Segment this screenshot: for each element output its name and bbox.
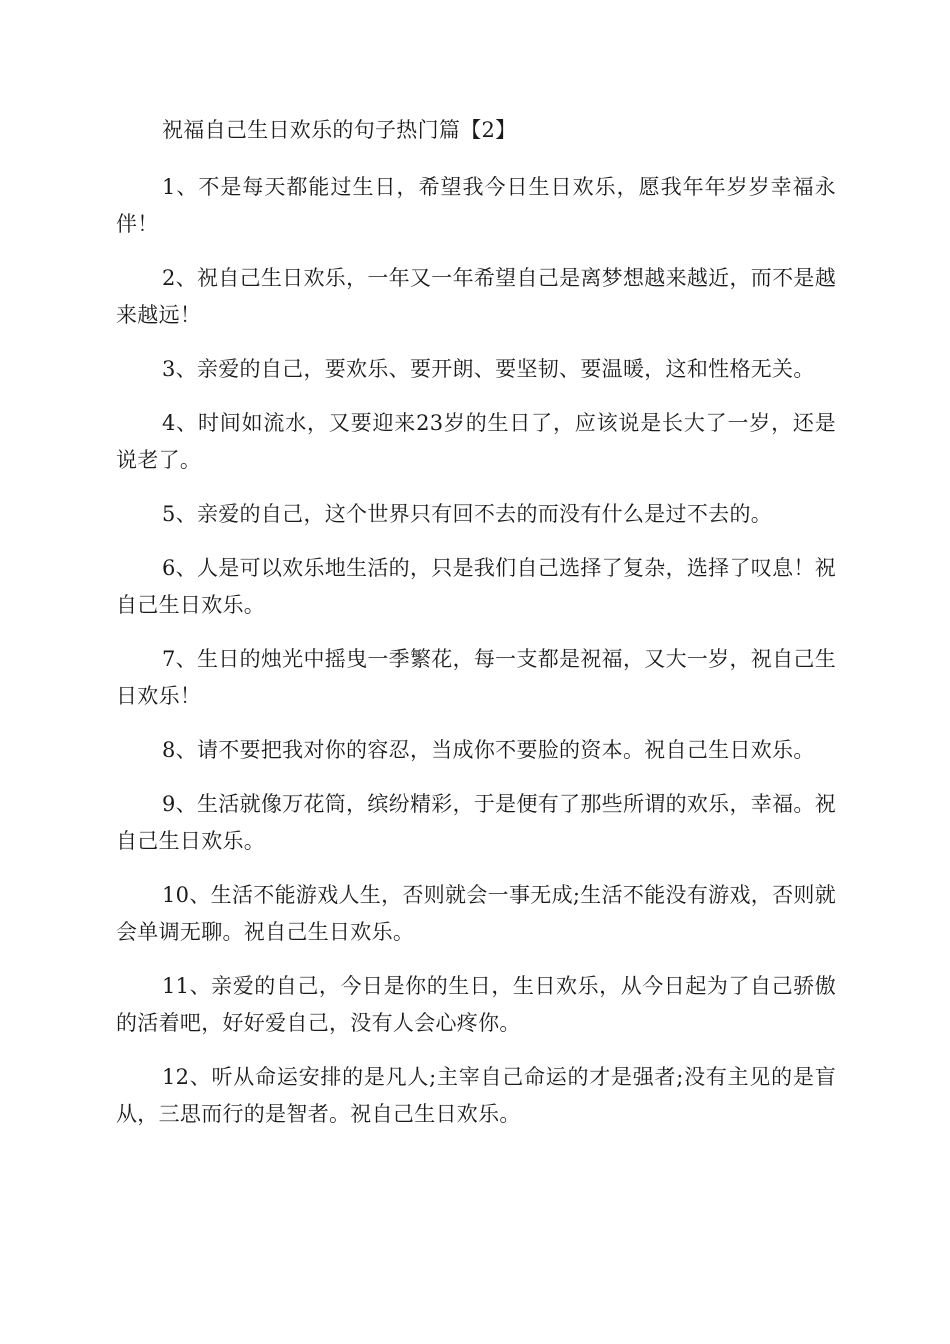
paragraph-5: 5、亲爱的自己，这个世界只有回不去的而没有什么是过不去的。 [162,502,773,526]
paragraph-3: 3、亲爱的自己，要欢乐、要开朗、要坚韧、要温暖，这和性格无关。 [162,357,815,381]
paragraph-1: 1、不是每天都能过生日，希望我今日生日欢乐，愿我年年岁岁幸福永伴！ [116,175,836,236]
document-heading: 祝福自己生日欢乐的句子热门篇【2】 [162,118,517,142]
document-body [116,112,836,1150]
paragraph-8: 8、请不要把我对你的容忍，当成你不要脸的资本。祝自己生日欢乐。 [162,738,815,762]
paragraph-10: 10、生活不能游戏人生，否则就会一事无成;生活不能没有游戏，否则就会单调无聊。祝自己生日欢乐。 [116,883,836,944]
paragraph-2: 2、祝自己生日欢乐，一年又一年希望自己是离梦想越来越近，而不是越来越远！ [116,266,836,327]
paragraph-11: 11、亲爱的自己，今日是你的生日，生日欢乐，从今日起为了自己骄傲的活着吧，好好爱自己，没有人会心疼你。 [116,974,836,1035]
paragraph-6: 6、人是可以欢乐地生活的，只是我们自己选择了复杂，选择了叹息！祝自己生日欢乐。 [116,556,836,617]
paragraph-9: 9、生活就像万花筒，缤纷精彩，于是便有了那些所谓的欢乐，幸福。祝自己生日欢乐。 [116,792,836,853]
paragraph-4: 4、时间如流水，又要迎来23岁的生日了，应该说是长大了一岁，还是说老了。 [116,411,836,472]
paragraph-12: 12、听从命运安排的是凡人;主宰自己命运的才是强者;没有主见的是盲从，三思而行的是智者。祝自己生日欢乐。 [116,1065,836,1126]
paragraph-7: 7、生日的烛光中摇曳一季繁花，每一支都是祝福，又大一岁，祝自己生日欢乐！ [116,647,836,708]
